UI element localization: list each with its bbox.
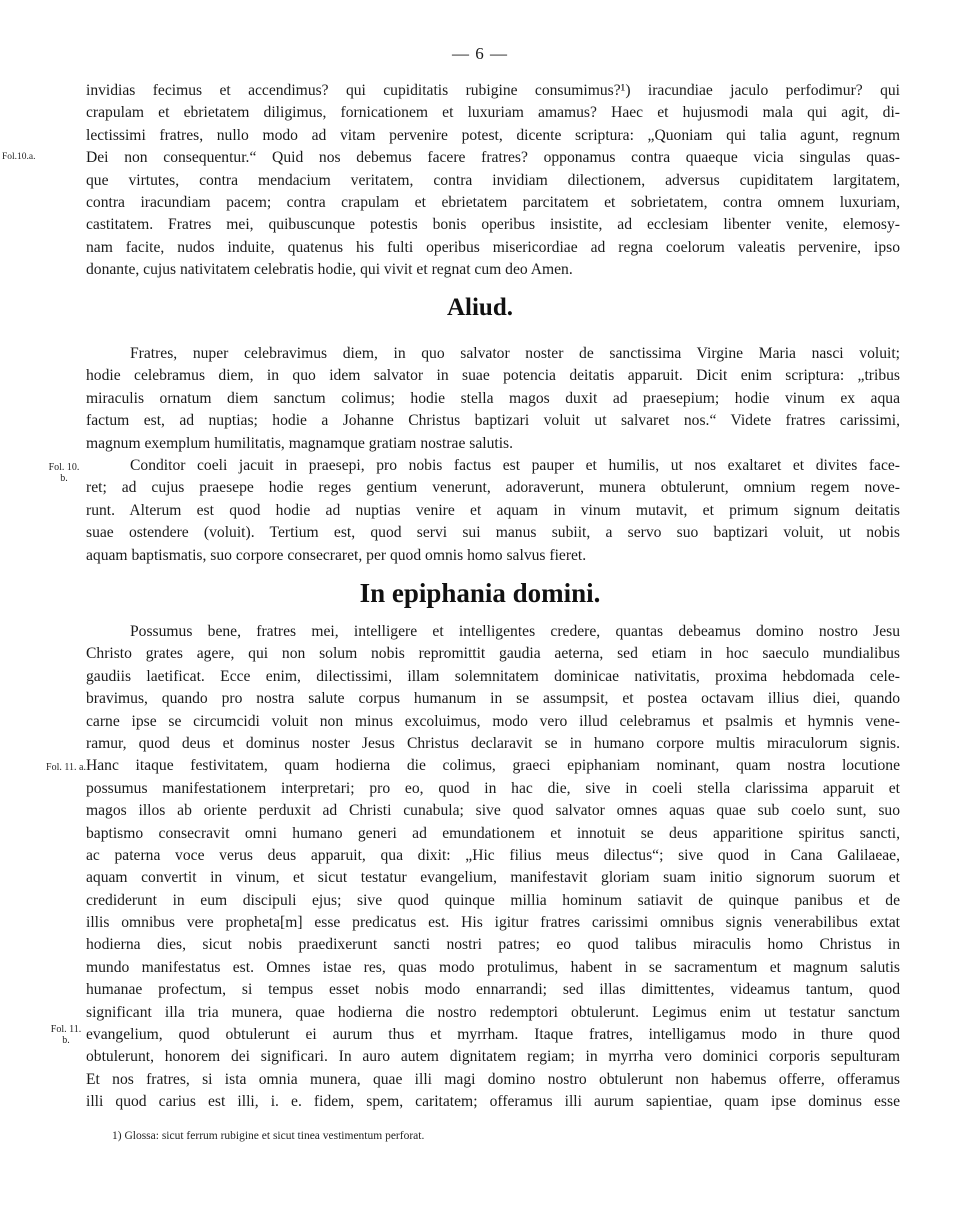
text-line: nam facite, nudos induite, quatenus his fulti operibus misericordiae ad regna coelorum valeatis pervenire, ipso <box>86 238 900 256</box>
margin-folio-note: Fol. 11. b. <box>50 1024 82 1046</box>
text-line: hodie celebramus diem, in quo idem salvator in suae potencia deitatis apparuit. Dicit enim scriptura: „tribus <box>86 367 900 385</box>
margin-folio-note: Fol.10.a. <box>2 152 36 162</box>
text-line: donante, cujus nativitatem celebratis hodie, qui vivit et regnat cum deo Amen. <box>86 261 573 279</box>
text-line: aquam convertit in vinum, et sicut testatur evangelium, manifestavit gloriam suam initio signorum suorum et <box>86 869 900 887</box>
text-line: castitatem. Fratres mei, quibuscunque potestis bonis operibus insistite, ad ecclesiam libenter venite, elemosy- <box>86 216 900 234</box>
text-line: illi quod carius est illi, i. e. fidem, spem, caritatem; offeramus illi aurum sapientiae, quam ipse dominus esse <box>86 1093 900 1111</box>
text-line: contra iracundiam pacem; contra crapulam et ebrietatem parcitatem et sobrietatem, contra omnem luxuriam, <box>86 193 900 211</box>
paragraph-3 <box>86 621 900 1114</box>
text-line: invidias fecimus et accendimus? qui cupiditatis rubigine consumimus?¹) iracundiae jaculo perfodimur? qui <box>86 82 900 99</box>
text-line: obtulerunt, honorem dei significari. In auro autem dignitatem regiam; in myrrha vero dominici corporis sepulturam <box>86 1048 900 1066</box>
text-line: lectissimi fratres, nullo modo ad vitam pervenire potest, dicente scriptura: „Quoniam qui talia agunt, regnum <box>86 126 900 144</box>
footnote: 1) Glossa: sicut ferrum rubigine et sicut tinea vestimentum perforat. <box>112 1130 425 1142</box>
text-line: significant illa tria munera, quae hodierna die nostro redemptori obtulerunt. Legimus enim ut testatur sanctum <box>86 1003 900 1021</box>
text-line: crediderunt in eum discipuli ejus; sive quod quinque millia hominum satiavit de quinque panibus et de <box>86 891 900 909</box>
text-line: que virtutes, contra mendacium veritatem, contra invidiam dilectionem, adversus cupiditatem largitatem, <box>86 171 900 189</box>
text-line: bravimus, quando pro nostra salute corpus humanum in se assumpsit, et postea octavam illius diei, quando <box>86 690 900 708</box>
text-line: magnum exemplum humilitatis, magnamque gratiam nostrae salutis. <box>86 434 514 452</box>
text-line: gaudiis laetificat. Ecce enim, dilectissimi, illam solemnitatem dominicae nativitatis, proxima hebdomada cele- <box>86 667 900 685</box>
text-line: Fratres, nuper celebravimus diem, in quo salvator noster de sanctissima Virgine Maria nasci voluit; <box>130 345 900 362</box>
margin-folio-note: Fol. 11. a. <box>46 762 86 773</box>
text-line: evangelium, quod obtulerunt ei aurum thus et myrrham. Itaque fratres, intelligamus modo in thure quod <box>86 1026 900 1044</box>
text-line: Possumus bene, fratres mei, intelligere et intelligentes credere, quantas debeamus domino nostro Jesu <box>130 623 900 640</box>
text-line: Conditor coeli jacuit in praesepi, pro nobis factus est pauper et humilis, ut nos exaltaret et divites face- <box>130 456 900 474</box>
text-line: runt. Alterum est quod hodie ad nuptias venire et aquam in vinum mutavit, et primum signum deitatis <box>86 501 900 519</box>
text-line: carne ipse se circumcidi voluit non minus excoluimus, modo vero illud celebramus et psalmis et hymnis vene- <box>86 712 900 730</box>
text-line: mundo manifestatus est. Omnes istae res, quas modo protulimus, habent in se sacramentum et magnum salutis <box>86 958 900 976</box>
text-line: hodierna dies, sicut nobis praedixerunt sancti nostri patres; eo quod talibus miraculis homo Christus in <box>86 936 900 954</box>
text-line: Et nos fratres, si ista omnia munera, quae illi magi domino nostro obtulerunt non habemus offerre, offeramus <box>86 1070 900 1088</box>
text-line: aquam baptismatis, suo corpore consecraret, per quod omnis homo salvus fieret. <box>86 546 587 564</box>
text-line: ac paterna voce verus deus apparuit, qua dixit: „Hic filius meus dilectus“; sive quod in Cana Galilaeae, <box>86 846 900 864</box>
text-line: suae ostendere (voluit). Tertium est, quod servi sui manus subiit, a servo suo baptizari voluit, ut nobis <box>86 524 900 542</box>
text-line: Hanc itaque festivitatem, quam hodierna die colimus, graeci epiphaniam nominant, quam nostra locutione <box>86 757 900 775</box>
text-line: ramur, quod deus et dominus noster Jesus Christus declaravit se in humano corpore multis miraculorum signis. <box>86 734 900 752</box>
text-line: Christo grates agere, qui non solum nobis repromittit gaudia aeterna, sed etiam in hoc saeculo mundialibus <box>86 645 900 663</box>
heading-aliud: Aliud. <box>446 294 513 321</box>
text-line: baptismo consecravit omni humano generi ad emundationem et innotuit se deus apparitione spiritus sancti, <box>86 824 900 842</box>
text-line: ret; ad cujus praesepe hodie reges gentium venerunt, adoraverunt, munera obtulerunt, omnium regem nove- <box>86 479 900 497</box>
text-line: possumus manifestationem interpretari; pro eo, quod in hac die, sive in coeli stella clarissima apparuit et <box>86 779 900 797</box>
text-line: Dei non consequentur.“ Quid nos debemus facere fratres? opponamus contra quaeque vicia singulas quas- <box>86 149 900 167</box>
text-line: magos illos ab oriente perduxit ad Christi cunabula; sive quod salvator omnes aquas quae sub coelo sunt, suo <box>86 802 900 820</box>
paragraph-1 <box>86 80 900 282</box>
text-line: miraculis ornatum diem sanctum colimus; hodie stella magos duxit ad praesepium; hodie vinum ex aqua <box>86 389 900 407</box>
text-line: crapulam et ebrietatem diligimus, fornicationem et luxuriam amamus? Haec et hujusmodi mala qui agit, di- <box>86 104 900 122</box>
heading-epiphania: In epiphania domini. <box>359 578 601 608</box>
margin-folio-note: Fol. 10. b. <box>48 462 80 484</box>
text-line: factum est, ad nuptias; hodie a Johanne Christus baptizari voluit ut salvaret nos.“ Videte fratres carissimi, <box>86 412 900 430</box>
text-line: humanae profectum, si tempus esset nobis modo ennarrandi; sed illas dimittentes, videamus tantum, quod <box>86 981 900 999</box>
text-line: illis omnibus vere propheta[m] esse predicatus est. His igitur fratres carissimi omnibus signis venerabilibus extat <box>86 914 900 932</box>
paragraph-2 <box>86 343 900 567</box>
page-number: — 6 — <box>452 44 508 63</box>
